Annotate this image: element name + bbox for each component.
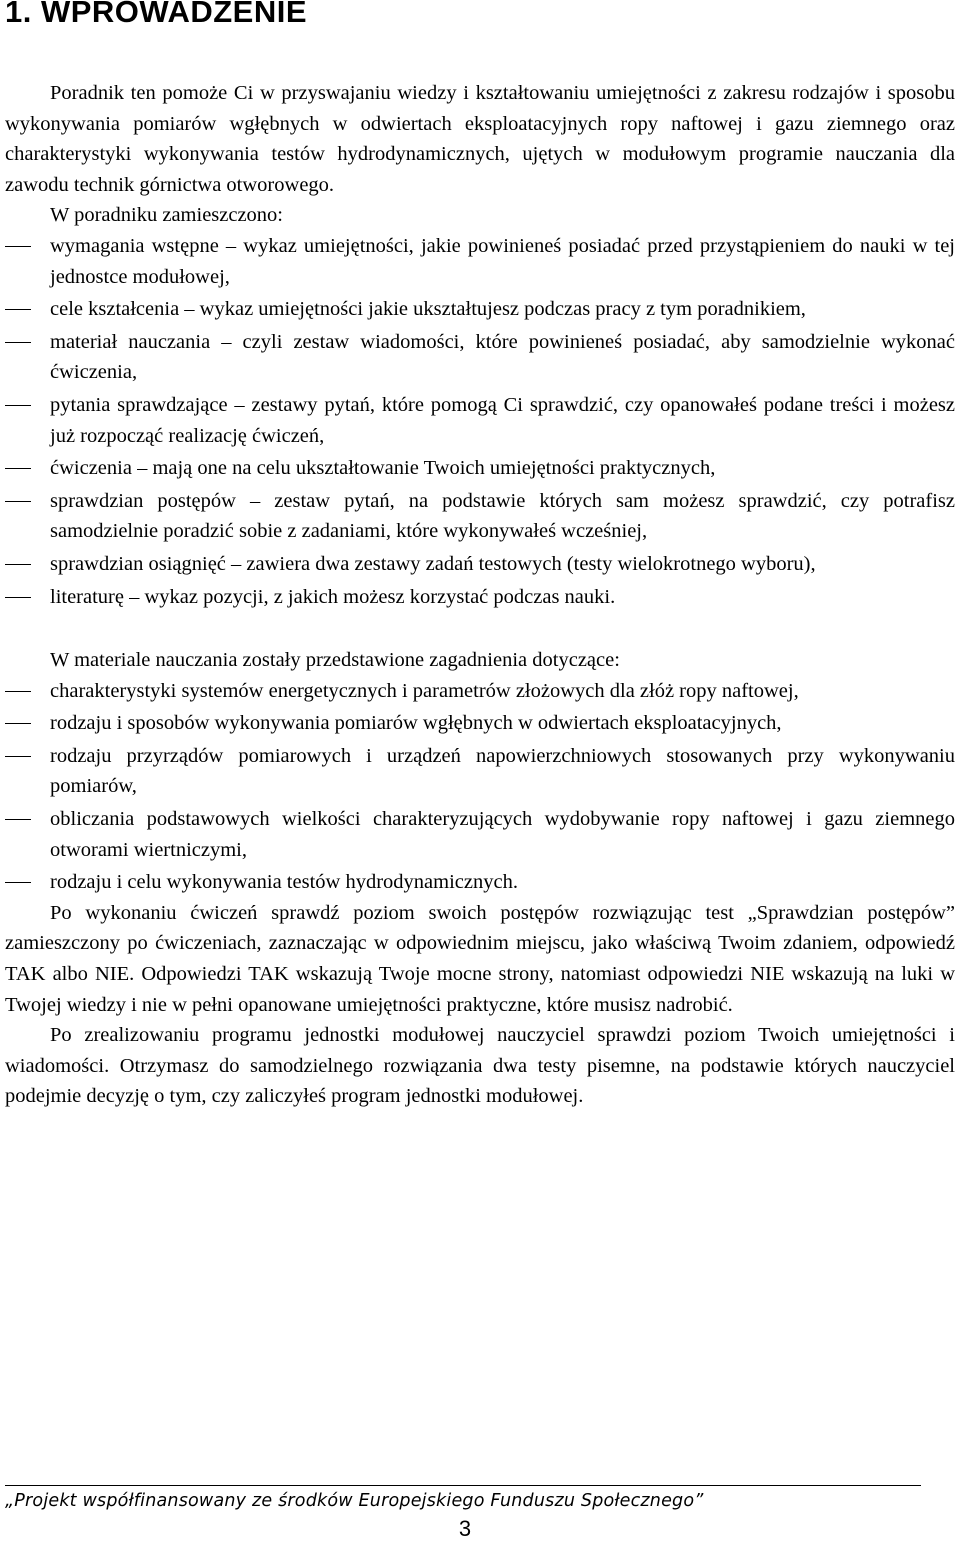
dash-bullet [5, 691, 31, 692]
list-item: sprawdzian osiągnięć – zawiera dwa zestawy zadań testowych (testy wielokrotnego wyboru), [5, 549, 955, 580]
dash-bullet [5, 501, 31, 502]
test-paragraph: Po wykonaniu ćwiczeń sprawdź poziom swoich postępów rozwiązując test „Sprawdzian postępów” zamieszczony po ćwiczeniach, zaznaczając w odpowiednim miejscu, jako właściwą Twoim zdaniem, odpowiedź TAK albo NIE. Odpowiedzi TAK wskazują Twoje mocne strony, natomiast odpowiedzi NIE wskazują na luki w Twojej wiedzy i nie w pełni opanowane umiejętności praktyczne, które musisz nadrobić. [5, 901, 955, 1016]
page-number: 3 [458, 1516, 472, 1541]
list-item: literaturę – wykaz pozycji, z jakich możesz korzystać podczas nauki. [5, 582, 955, 613]
dash-bullet [5, 882, 31, 883]
dash-bullet [5, 597, 31, 598]
list-item: rodzaju i sposobów wykonywania pomiarów wgłębnych w odwiertach eksploatacyjnych, [5, 708, 955, 739]
contents-intro: W poradniku zamieszczono: [50, 204, 284, 227]
page-heading: 1. WPROWADZENIE [5, 0, 308, 29]
list-item: cele kształcenia – wykaz umiejętności jakie ukształtujesz podczas pracy z tym poradnikiem, [5, 294, 955, 325]
dash-bullet [5, 309, 31, 310]
dash-bullet [5, 723, 31, 724]
list-item: pytania sprawdzające – zestawy pytań, które pomogą Ci sprawdzić, czy opanowałeś podane treści i możesz już rozpocząć realizację ćwiczeń, [5, 390, 955, 451]
topics-list [5, 676, 955, 898]
list-item: rodzaju i celu wykonywania testów hydrodynamicznych. [5, 867, 955, 898]
dash-bullet [5, 246, 31, 247]
spacer [5, 614, 955, 645]
intro-paragraph: Poradnik ten pomoże Ci w przyswajaniu wiedzy i kształtowaniu umiejętności z zakresu rodzajów i sposobu wykonywania pomiarów wgłębnych w odwiertach eksploatacyjnych ropy naftowej i gazu ziemnego oraz charakterystyki wykonywania testów hydrodynamicznych, ujętych w modułowym programie nauczania dla zawodu technik górnictwa otworowego. [5, 82, 955, 196]
topics-intro: W materiale nauczania zostały przedstawione zagadnienia dotyczące: [50, 649, 620, 672]
list-item: rodzaju przyrządów pomiarowych i urządzeń napowierzchniowych stosowanych przy wykonywaniu pomiarów, [5, 741, 955, 802]
dash-bullet [5, 468, 31, 469]
footer-note: „Projekt współfinansowany ze środków Europejskiego Funduszu Społecznego” [5, 1491, 704, 1511]
list-item: charakterystyki systemów energetycznych i parametrów złożowych dla złóż ropy naftowej, [5, 676, 955, 707]
contents-list [5, 231, 955, 612]
list-item: materiał nauczania – czyli zestaw wiadomości, które powinieneś posiadać, aby samodzielnie wykonać ćwiczenia, [5, 327, 955, 388]
dash-bullet [5, 564, 31, 565]
list-item: obliczania podstawowych wielkości charakteryzujących wydobywanie ropy naftowej i gazu ziemnego otworami wiertniczymi, [5, 804, 955, 865]
list-item: ćwiczenia – mają one na celu ukształtowanie Twoich umiejętności praktycznych, [5, 453, 955, 484]
footer-divider [5, 1485, 921, 1486]
final-paragraph: Po zrealizowaniu programu jednostki modułowej nauczyciel sprawdzi poziom Twoich umiejętności i wiadomości. Otrzymasz do samodzielnego rozwiązania dwa testy pisemne, na podstawie których nauczyciel podejmie decyzję o tym, czy zaliczyłeś program jednostki modułowej. [5, 1024, 955, 1108]
list-item: sprawdzian postępów – zestaw pytań, na podstawie których sam możesz sprawdzić, czy potrafisz samodzielnie poradzić sobie z zadaniami, które wykonywałeś wcześniej, [5, 486, 955, 547]
dash-bullet [5, 342, 31, 343]
list-item: wymagania wstępne – wykaz umiejętności, jakie powinieneś posiadać przed przystąpieniem do nauki w tej jednostce modułowej, [5, 231, 955, 292]
dash-bullet [5, 756, 31, 757]
dash-bullet [5, 819, 31, 820]
document-body [5, 78, 955, 1112]
dash-bullet [5, 405, 31, 406]
